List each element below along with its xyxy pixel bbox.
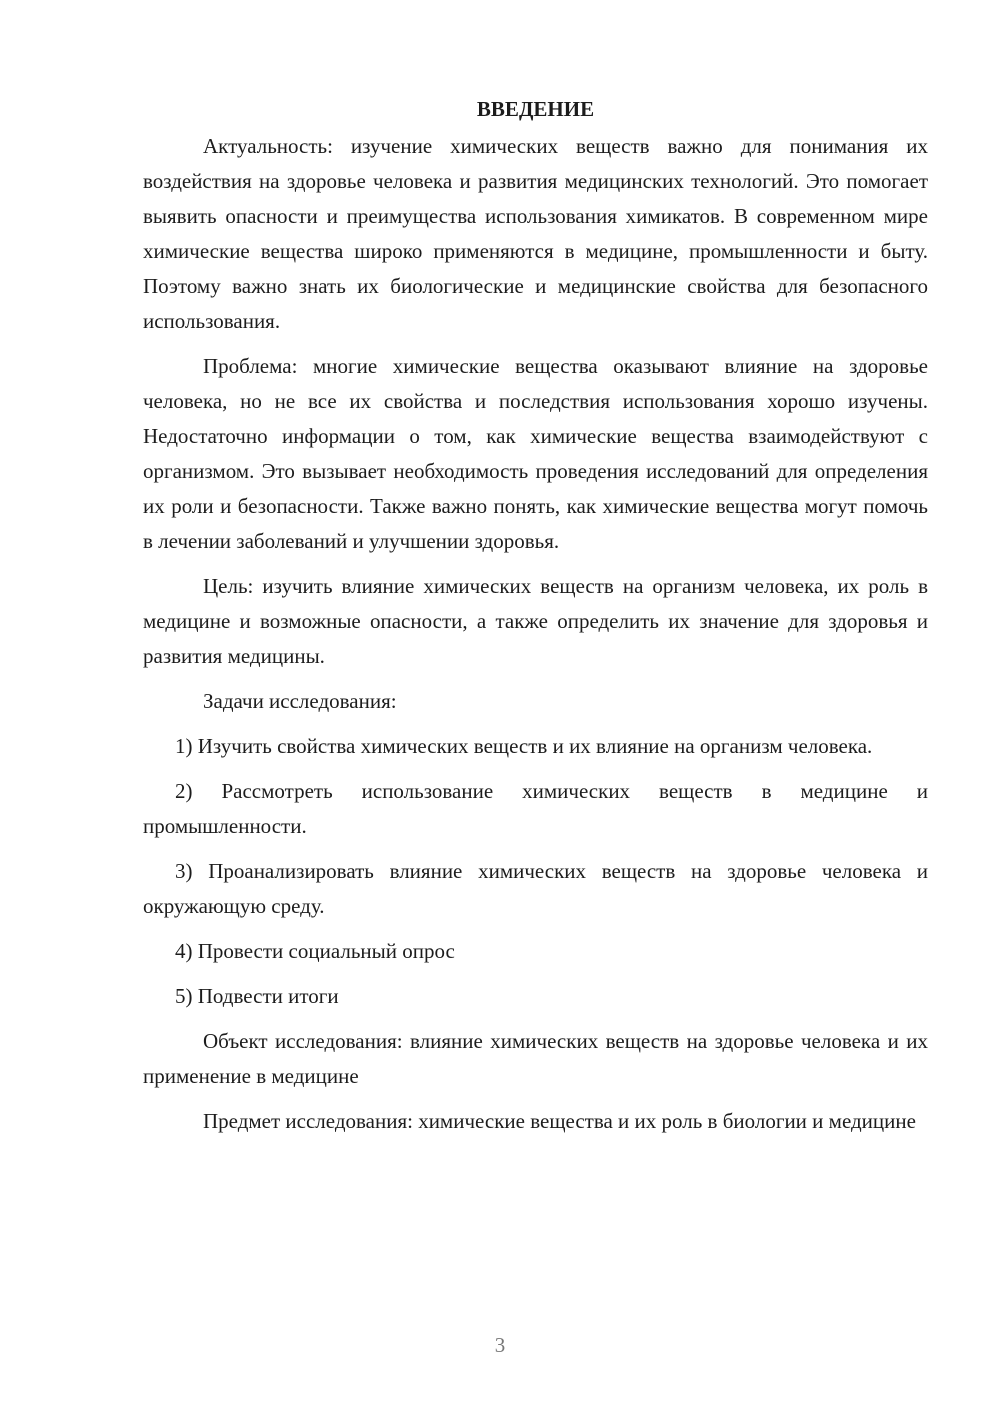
section-heading: ВВЕДЕНИЕ [476, 97, 595, 121]
relevance-paragraph: Актуальность: изучение химических веществ важно для понимания их воздействия на здоровье человека и развития медицинских технологий. Это помогает выявить опасности и преимущества использования химикатов. В современном мире химические вещества широко применяются в медицине, промышленности и быту. Поэтому важно знать их биологические и медицинские свойства для безопасного использования. [143, 134, 928, 333]
task-item-4: 4) Провести социальный опрос [175, 939, 455, 963]
research-object-paragraph: Объект исследования: влияние химических веществ на здоровье человека и их применение в медицине [143, 1029, 928, 1088]
task-item-3: 3) Проанализировать влияние химических веществ на здоровье человека и окружающую среду. [143, 859, 928, 918]
goal-paragraph: Цель: изучить влияние химических веществ на организм человека, их роль в медицине и возможные опасности, а также определить их значение для здоровья и развития медицины. [143, 574, 928, 668]
task-item-2: 2) Рассмотреть использование химических веществ в медицине и промышленности. [143, 779, 928, 838]
research-subject-paragraph: Предмет исследования: химические вещества и их роль в биологии и медицине [203, 1109, 916, 1133]
page-number: 3 [494, 1333, 506, 1357]
problem-paragraph: Проблема: многие химические вещества оказывают влияние на здоровье человека, но не все их свойства и последствия использования хорошо изучены. Недостаточно информации о том, как химические вещества взаимодействуют с организмом. Это вызывает необходимость проведения исследований для определения их роли и безопасности. Также важно понять, как химические вещества могут помочь в лечении заболеваний и улучшении здоровья. [143, 354, 928, 553]
task-item-5: 5) Подвести итоги [175, 984, 339, 1008]
document-page [143, 92, 928, 1149]
tasks-heading: Задачи исследования: [203, 689, 397, 713]
task-item-1: 1) Изучить свойства химических веществ и их влияние на организм человека. [175, 734, 873, 758]
